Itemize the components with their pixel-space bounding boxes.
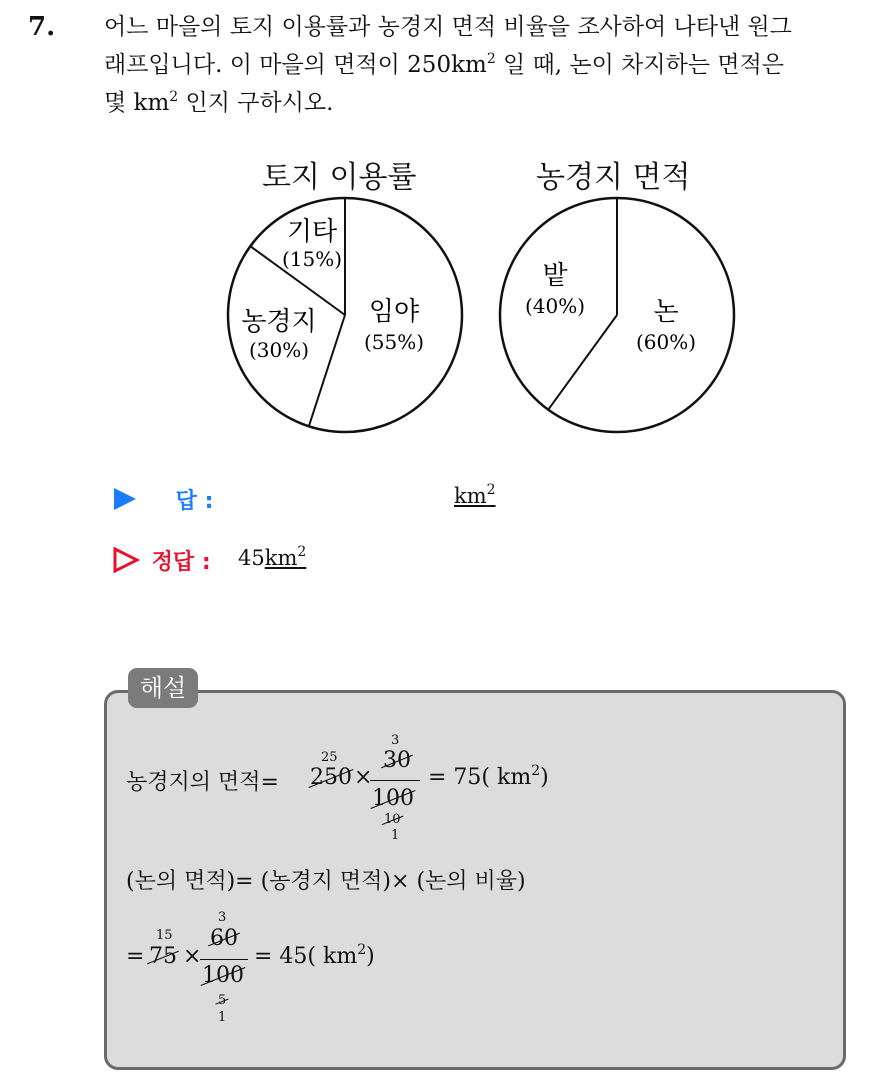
question-line-2a: 래프입니다. 이 마을의 면적이 250km	[104, 52, 487, 78]
struck-100b: 100	[202, 963, 244, 988]
answer-blank-unit[interactable]	[454, 484, 496, 508]
answer-label: 답 :	[175, 489, 214, 514]
fraction-bar	[200, 959, 248, 960]
slice-label-field: 밭	[542, 261, 568, 291]
result-45: = 45( km	[254, 944, 358, 969]
times-sign: ×	[354, 765, 373, 790]
slice-label-rice-paddy: 논	[653, 297, 679, 327]
question-line-3a: 몇 km	[104, 90, 170, 116]
correct-answer-value	[238, 546, 306, 570]
pie-charts	[0, 0, 884, 460]
slice-percent-other: (15%)	[281, 247, 343, 271]
superscript: 2	[357, 942, 367, 958]
reduced-15: 15	[156, 928, 173, 943]
fraction-bar	[370, 780, 420, 781]
close-paren: )	[366, 944, 375, 969]
struck-250: 250	[310, 765, 352, 790]
outline-arrow-icon	[112, 547, 140, 573]
answer-row	[112, 484, 213, 515]
slice-label-forest: 임야	[368, 297, 420, 327]
reduced-25: 25	[321, 750, 338, 765]
reduced-1: 1	[391, 828, 400, 843]
correct-unit: km	[264, 546, 298, 570]
slice-label-other: 기타	[286, 217, 338, 247]
question-number: 7.	[28, 12, 56, 42]
solution-line-2: (논의 면적)= (농경지 면적)× (논의 비율)	[126, 869, 526, 894]
struck-10: 10	[384, 812, 401, 827]
struck-5: 5	[218, 993, 227, 1008]
result-75: = 75( km	[428, 765, 532, 790]
correct-answer-label: 정답 :	[151, 550, 211, 575]
slice-percent-rice-paddy: (60%)	[635, 330, 697, 354]
superscript: 2	[531, 763, 541, 779]
correct-value: 45	[238, 546, 265, 570]
times-sign: ×	[183, 944, 202, 969]
solution-line-1-label: 농경지의 면적=	[126, 770, 279, 795]
equals-sign: =	[126, 944, 145, 969]
reduced-3: 3	[391, 733, 400, 748]
superscript: 2	[486, 482, 496, 498]
correct-answer-row	[112, 545, 211, 576]
play-arrow-icon	[112, 486, 138, 512]
struck-75: 75	[149, 944, 177, 969]
slice-percent-farmland: (30%)	[248, 338, 310, 362]
solution-tag: 해설	[128, 668, 198, 708]
chart-title-land-use: 토지 이용률	[262, 160, 417, 195]
question-line-3b: 인지 구하시오.	[178, 90, 334, 116]
slice-percent-forest: (55%)	[363, 330, 425, 354]
question-line-1: 어느 마을의 토지 이용률과 농경지 면적 비율을 조사하여 나타낸 원그	[104, 14, 792, 40]
question-line-2b: 일 때, 논이 차지하는 면적은	[495, 52, 785, 78]
slice-label-farmland: 농경지	[241, 307, 317, 337]
superscript: 2	[297, 544, 307, 560]
slice-percent-field: (40%)	[524, 294, 586, 318]
close-paren: )	[540, 765, 549, 790]
answer-unit: km	[454, 484, 487, 508]
struck-100: 100	[372, 786, 414, 811]
struck-60: 60	[210, 926, 238, 951]
superscript: 2	[486, 51, 496, 67]
reduced-3b: 3	[218, 910, 227, 925]
reduced-1b: 1	[218, 1010, 227, 1025]
struck-30: 30	[383, 748, 411, 773]
superscript: 2	[169, 89, 179, 105]
chart-title-farmland: 농경지 면적	[536, 160, 691, 195]
